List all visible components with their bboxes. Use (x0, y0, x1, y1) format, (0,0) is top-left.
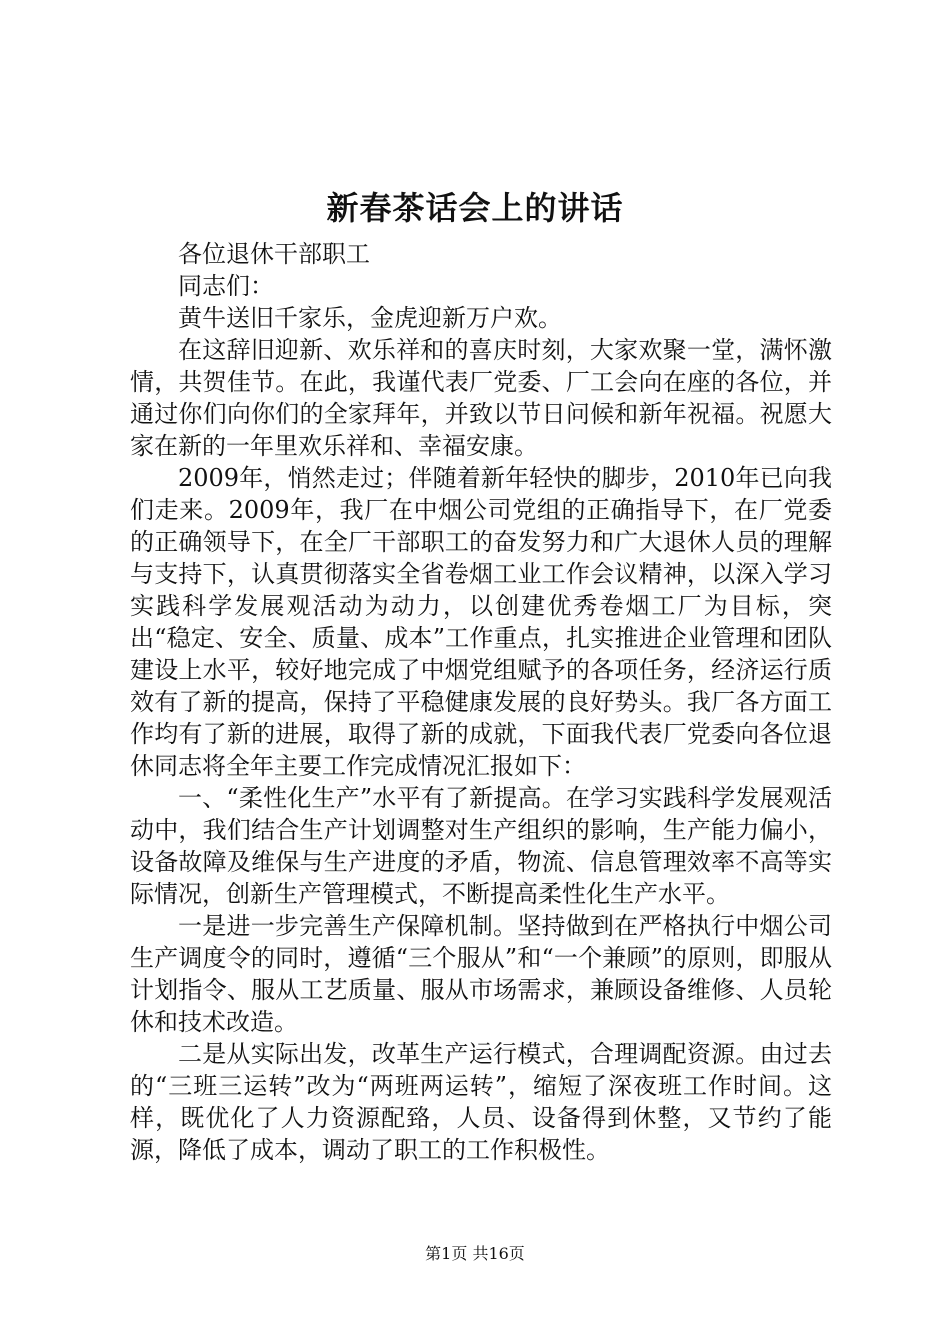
body-paragraph: 一是进一步完善生产保障机制。坚持做到在严格执行中烟公司生产调度令的同时，遵循“三个服从”和“一个兼顾”的原则，即服从计划指令、服从工艺质量、服从市场需求，兼顾设备维修、人员轮休和技术改造。 (130, 912, 832, 1036)
page-number-footer: 第1页 共16页 (425, 1244, 525, 1263)
body-paragraph: 黄牛送旧千家乐，金虎迎新万户欢。 (178, 304, 562, 332)
body-paragraph: 二是从实际出发，改革生产运行模式，合理调配资源。由过去的“三班三运转”改为“两班两运转”，缩短了深夜班工作时间。这样，既优化了人力资源配臵，人员、设备得到休整，又节约了能源，降低了成本，调动了职工的工作积极性。 (130, 1040, 832, 1164)
document-body (130, 238, 832, 1166)
salutation-line: 各位退休干部职工 (178, 240, 370, 268)
document-title: 新春茶话会上的讲话 (326, 189, 624, 227)
salutation-line: 同志们： (178, 272, 274, 300)
body-paragraph: 一、“柔性化生产”水平有了新提高。在学习实践科学发展观活动中，我们结合生产计划调整对生产组织的影响，生产能力偏小，设备故障及维保与生产进度的矛盾，物流、信息管理效率不高等实际情况，创新生产管理模式，不断提高柔性化生产水平。 (130, 784, 832, 908)
body-paragraph: 2009年，悄然走过；伴随着新年轻快的脚步，2010年已向我们走来。2009年，我厂在中烟公司党组的正确指导下，在厂党委的正确领导下，在全厂干部职工的奋发努力和广大退休人员的理解与支持下，认真贯彻落实全省卷烟工业工作会议精神，以深入学习实践科学发展观活动为动力，以创建优秀卷烟工厂为目标，突出“稳定、安全、质量、成本”工作重点，扎实推进企业管理和团队建设上水平，较好地完成了中烟党组赋予的各项任务，经济运行质效有了新的提高，保持了平稳健康发展的良好势头。我厂各方面工作均有了新的进展，取得了新的成就，下面我代表厂党委向各位退休同志将全年主要工作完成情况汇报如下： (130, 464, 832, 780)
body-paragraph: 在这辞旧迎新、欢乐祥和的喜庆时刻，大家欢聚一堂，满怀激情，共贺佳节。在此，我谨代表厂党委、厂工会向在座的各位，并通过你们向你们的全家拜年，并致以节日问候和新年祝福。祝愿大家在新的一年里欢乐祥和、幸福安康。 (130, 336, 832, 460)
